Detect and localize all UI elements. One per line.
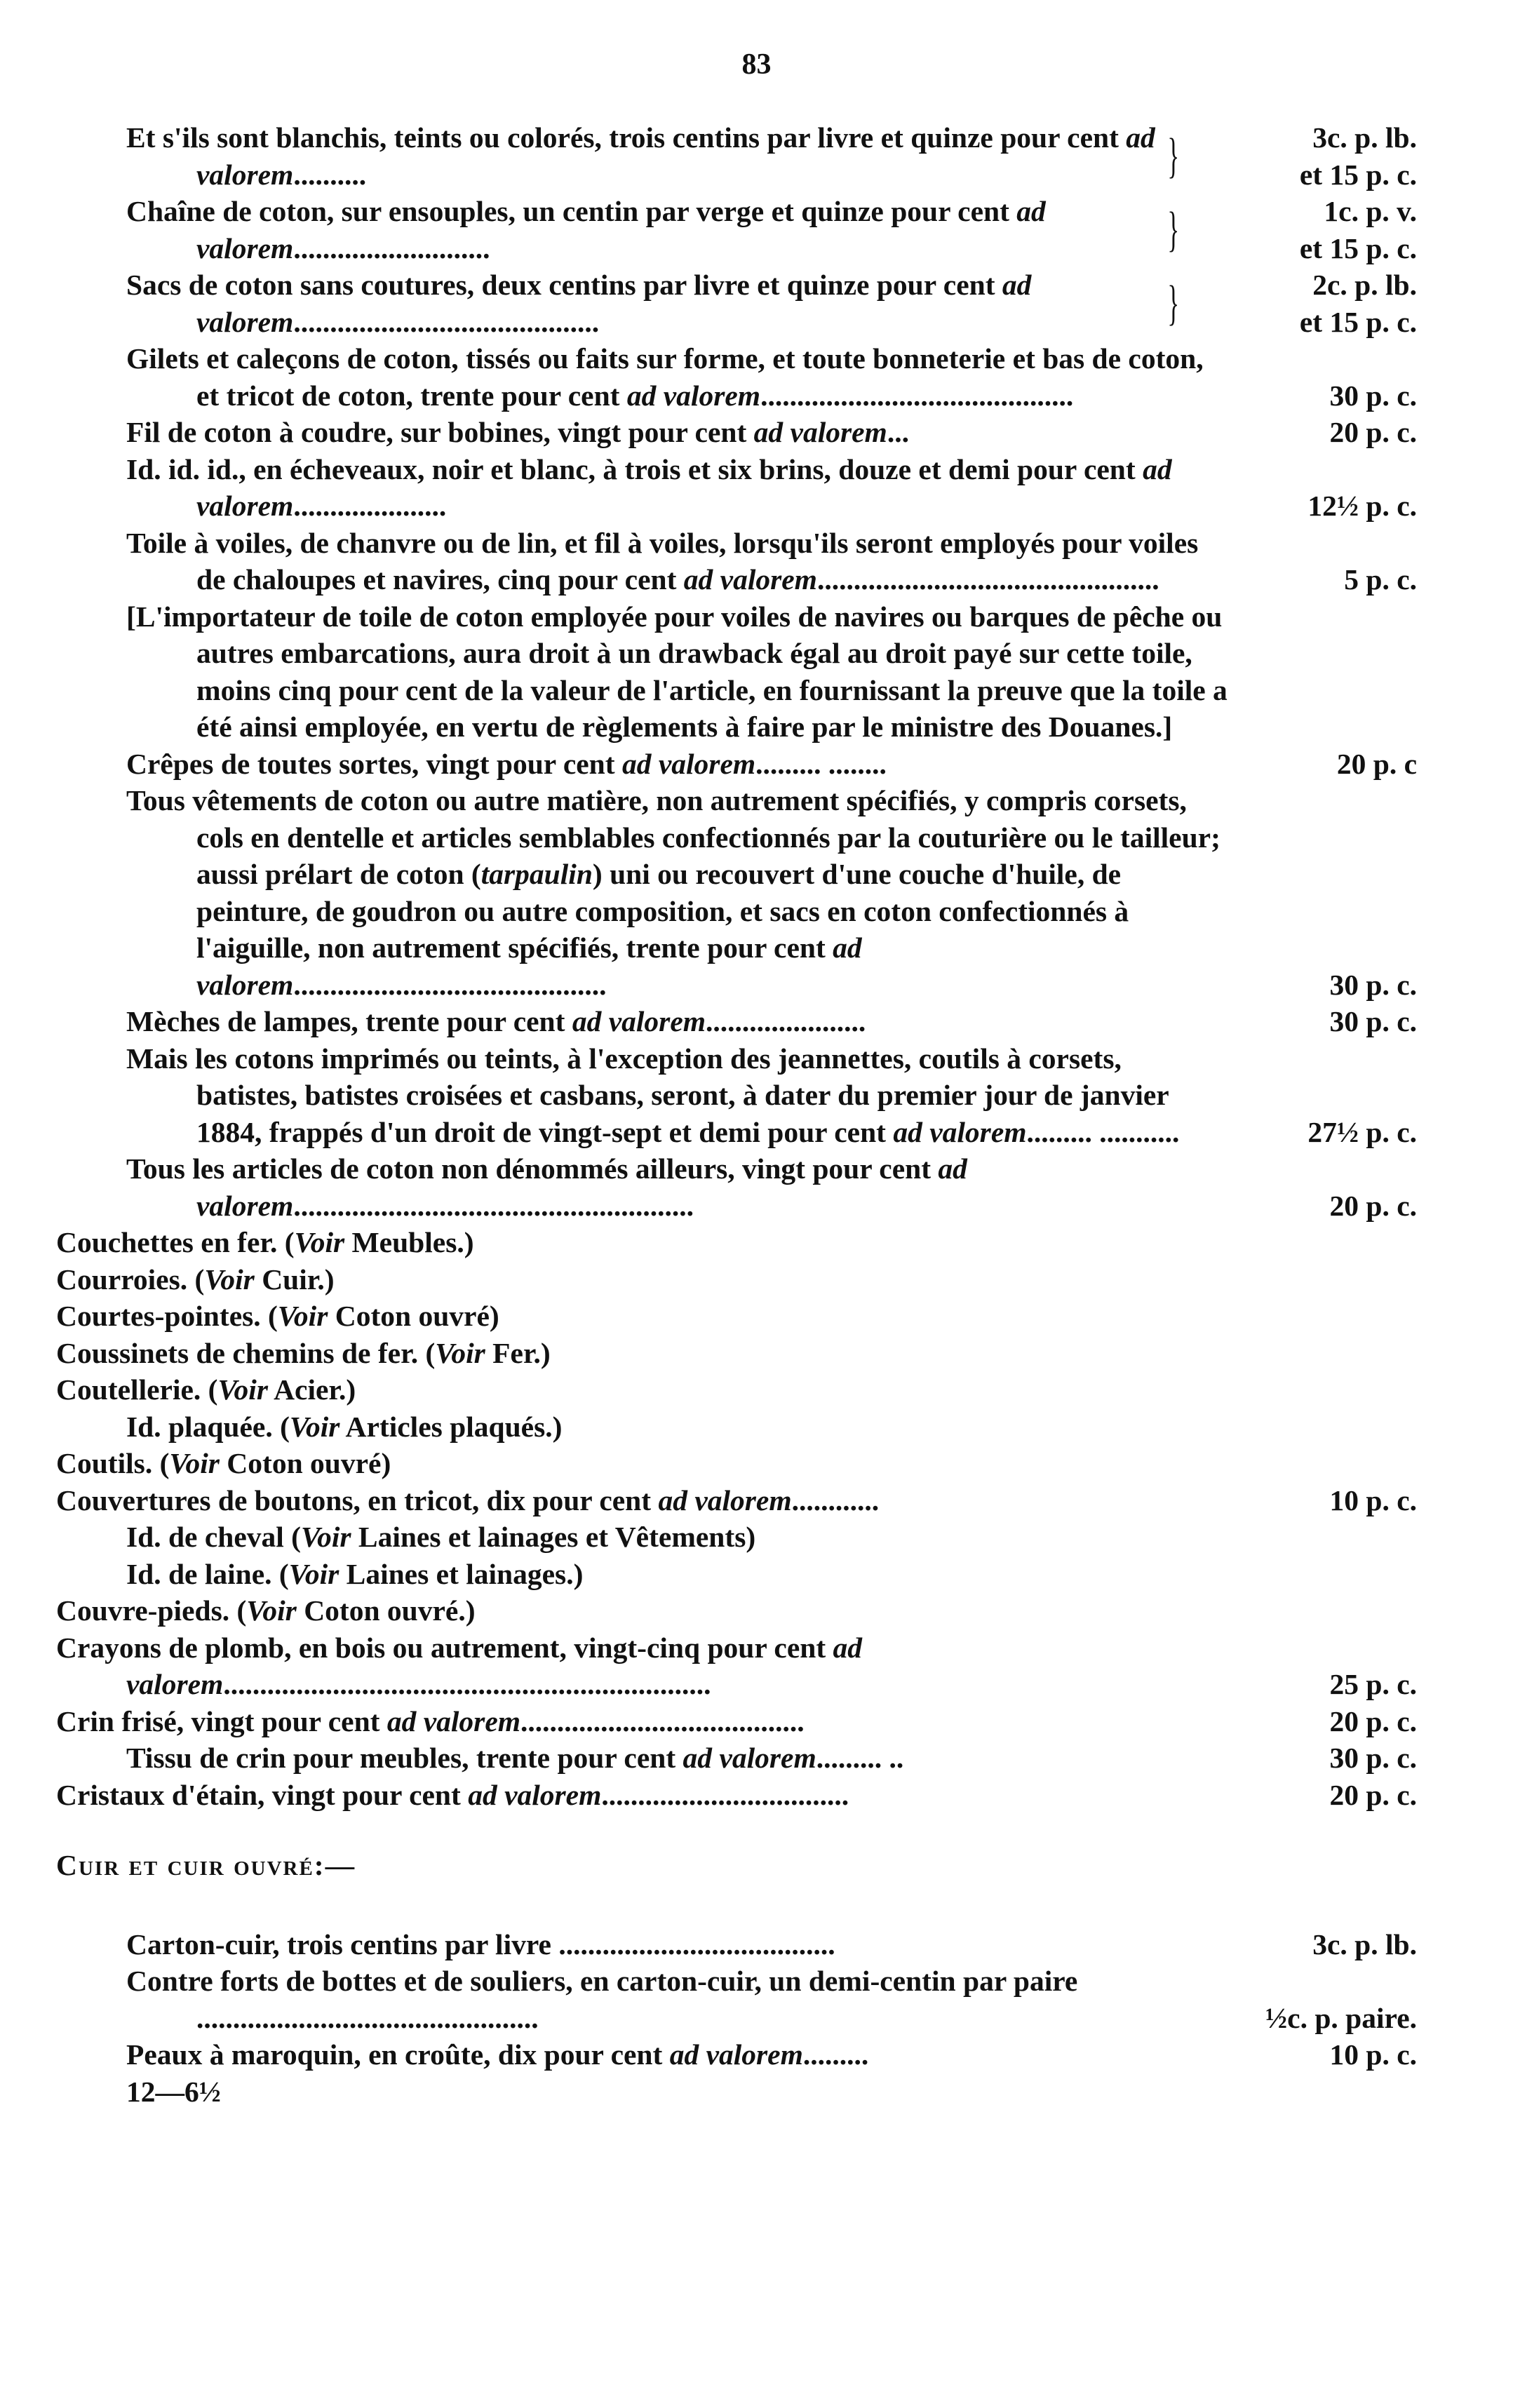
entry-text: [L'importateur de toile de coton employée pour voiles de navires ou barques de pêche ou autres embarcations, aura droit à un drawback égal au droit payé sur cette toile, moins cinq pour cent de la valeur de l'article, en fournissant la preuve que la toile a été ainsi employée, en vertu de règlements à faire par le ministre des Douanes.]	[126, 600, 1228, 743]
tariff-entry	[56, 414, 1417, 451]
duty-rate: 20 p. c.	[1329, 416, 1417, 448]
entry-text: Crayons de plomb, en bois ou autrement, vingt-cinq pour cent ad valorem...................................................................	[56, 1631, 863, 1700]
duty-rate-pair	[1300, 119, 1417, 193]
entry-text: Sacs de coton sans coutures, deux centins par livre et quinze pour cent ad valorem..........................................	[126, 269, 1032, 338]
entry-text: Mèches de lampes, trente pour cent ad valorem......................	[126, 1005, 866, 1037]
tariff-entry	[56, 525, 1417, 598]
duty-rate: et 15 p. c.	[1299, 231, 1417, 264]
duty-rate: 3c. p. lb.	[1312, 1928, 1417, 1960]
tariff-entry	[56, 1963, 1417, 2036]
duty-rate: 20 p. c	[1336, 747, 1417, 780]
tariff-entry	[56, 782, 1417, 1003]
tariff-entry	[56, 1003, 1417, 1040]
entry-text: Coutils. (Voir Coton ouvré)	[56, 1447, 391, 1479]
tariff-entry	[56, 1519, 1417, 1556]
duty-rate: 30 p. c.	[1329, 1742, 1417, 1774]
entry-text: Mais les cotons imprimés ou teints, à l'exception des jeannettes, coutils à corsets, batistes, batistes croisées et casbans, seront, à dater du premier jour de janvier 1884, frappés d'un droit de vingt-sept et demi pour cent ad valorem......... ...........	[126, 1042, 1180, 1148]
section-title: Cuir et cuir ouvré:—	[56, 1849, 356, 1881]
tariff-entry	[56, 1224, 1417, 1261]
signature-mark: 12—6½	[126, 2075, 221, 2108]
duty-rate: 25 p. c.	[1329, 1668, 1417, 1700]
duty-rate: 20 p. c.	[1329, 1704, 1417, 1737]
tariff-entry	[56, 340, 1417, 414]
entry-text: Tous vêtements de coton ou autre matière, non autrement spécifiés, y compris corsets, cols en dentelle et articles semblables confectionnés par la couturière ou le tailleur; aussi prélart de coton (tarpaulin) uni ou recouvert d'une couche d'huile, de peinture, de goudron ou autre composition, et sacs en coton confectionnés à l'aiguille, non autrement spécifiés, trente pour cent ad valorem...........................................	[126, 784, 1221, 1001]
duty-rate: 30 p. c.	[1329, 1005, 1417, 1037]
duty-rate: 5 p. c.	[1344, 563, 1417, 596]
tariff-entry	[56, 1408, 1417, 1446]
duty-rate: 20 p. c.	[1329, 1778, 1417, 1811]
entry-text: Crin frisé, vingt pour cent ad valorem.......................................	[56, 1704, 805, 1737]
duty-rate: 12½ p. c.	[1307, 490, 1417, 522]
entry-text: Gilets et caleçons de coton, tissés ou faits sur forme, et toute bonneterie et bas de coton, et tricot de coton, trente pour cent ad valorem...........................................	[126, 342, 1204, 412]
page-number: 83	[741, 48, 772, 81]
duty-rate: 20 p. c.	[1329, 1189, 1417, 1222]
tariff-entry	[56, 1298, 1417, 1335]
tariff-entries	[56, 119, 1417, 1813]
brace-mark: }	[1167, 276, 1180, 330]
duty-rate: et 15 p. c.	[1299, 158, 1417, 191]
entry-text: Tous les articles de coton non dénommés ailleurs, vingt pour cent ad valorem.......................................................	[126, 1152, 967, 1222]
tariff-entry	[56, 193, 1417, 267]
entry-text: Toile à voiles, de chanvre ou de lin, et fil à voiles, lorsqu'ils seront employés pour voiles de chaloupes et navires, cinq pour cent ad valorem...............................................	[126, 526, 1199, 596]
duty-rate: ½c. p. paire.	[1265, 2001, 1417, 2034]
section-entries	[56, 1926, 1417, 2073]
duty-rate: 30 p. c.	[1329, 968, 1417, 1001]
duty-rate: 10 p. c.	[1329, 2038, 1417, 2071]
tariff-entry	[56, 451, 1417, 525]
entry-text: Carton-cuir, trois centins par livre ......................................	[126, 1928, 835, 1960]
entry-text: Et s'ils sont blanchis, teints ou colorés, trois centins par livre et quinze pour cent ad valorem..........	[126, 121, 1155, 191]
tariff-entry	[56, 1926, 1417, 1963]
tariff-entry	[56, 746, 1417, 783]
tariff-entry	[56, 267, 1417, 340]
duty-rate-pair	[1300, 267, 1417, 340]
brace-mark: }	[1167, 203, 1180, 257]
entry-text: Cristaux d'étain, vingt pour cent ad valorem..................................	[56, 1778, 849, 1811]
entry-text: Coussinets de chemins de fer. (Voir Fer.)	[56, 1336, 551, 1369]
entry-text: Fil de coton à coudre, sur bobines, vingt pour cent ad valorem...	[126, 416, 909, 448]
tariff-entry	[56, 1445, 1417, 1482]
tariff-entry	[56, 1777, 1417, 1814]
tariff-entry	[56, 1740, 1417, 1777]
entry-text: Peaux à maroquin, en croûte, dix pour cent ad valorem.........	[126, 2038, 869, 2071]
duty-rate: 27½ p. c.	[1307, 1115, 1417, 1148]
tariff-entry	[56, 1371, 1417, 1408]
tariff-entry	[56, 1040, 1417, 1151]
entry-text: Id. de cheval (Voir Laines et lainages et Vêtements)	[126, 1521, 756, 1553]
tariff-list	[56, 119, 1417, 2110]
tariff-entry	[56, 1556, 1417, 1593]
duty-rate: et 15 p. c.	[1299, 305, 1417, 338]
entry-text: Crêpes de toutes sortes, vingt pour cent ad valorem......... ........	[126, 747, 887, 780]
entry-text: Couchettes en fer. (Voir Meubles.)	[56, 1226, 474, 1258]
tariff-entry	[56, 1482, 1417, 1519]
brace-mark: }	[1167, 129, 1180, 183]
entry-text: Chaîne de coton, sur ensouples, un centin par verge et quinze pour cent ad valorem...........................	[126, 195, 1046, 264]
duty-rate: 10 p. c.	[1329, 1484, 1417, 1516]
entry-text: Id. de laine. (Voir Laines et lainages.)	[126, 1557, 584, 1590]
entry-text: Couvre-pieds. (Voir Coton ouvré.)	[56, 1594, 476, 1627]
entry-text: Courtes-pointes. (Voir Coton ouvré)	[56, 1300, 499, 1332]
tariff-entry	[56, 119, 1417, 193]
entry-text: Id. plaquée. (Voir Articles plaqués.)	[126, 1410, 563, 1443]
tariff-entry	[56, 598, 1417, 746]
duty-rate: 3c. p. lb.	[1312, 121, 1417, 154]
tariff-entry	[56, 1592, 1417, 1629]
tariff-entry	[56, 1150, 1417, 1224]
entry-text: Contre forts de bottes et de souliers, en carton-cuir, un demi-centin par paire ...............................................	[126, 1965, 1078, 2034]
tariff-entry	[56, 1629, 1417, 1703]
entry-text: Courroies. (Voir Cuir.)	[56, 1263, 335, 1296]
duty-rate-pair	[1300, 193, 1417, 267]
tariff-entry	[56, 1261, 1417, 1298]
entry-text: Couvertures de boutons, en tricot, dix pour cent ad valorem............	[56, 1484, 880, 1516]
tariff-entry	[56, 1703, 1417, 1740]
duty-rate: 30 p. c.	[1329, 379, 1417, 412]
tariff-entry	[56, 2036, 1417, 2073]
entry-text: Coutellerie. (Voir Acier.)	[56, 1373, 356, 1406]
entry-text: Id. id. id., en écheveaux, noir et blanc, à trois et six brins, douze et demi pour cent ad valorem.....................	[126, 452, 1172, 522]
tariff-entry	[56, 1335, 1417, 1372]
entry-text: Tissu de crin pour meubles, trente pour cent ad valorem......... ..	[126, 1742, 904, 1774]
duty-rate: 2c. p. lb.	[1312, 269, 1417, 301]
duty-rate: 1c. p. v.	[1324, 195, 1417, 227]
